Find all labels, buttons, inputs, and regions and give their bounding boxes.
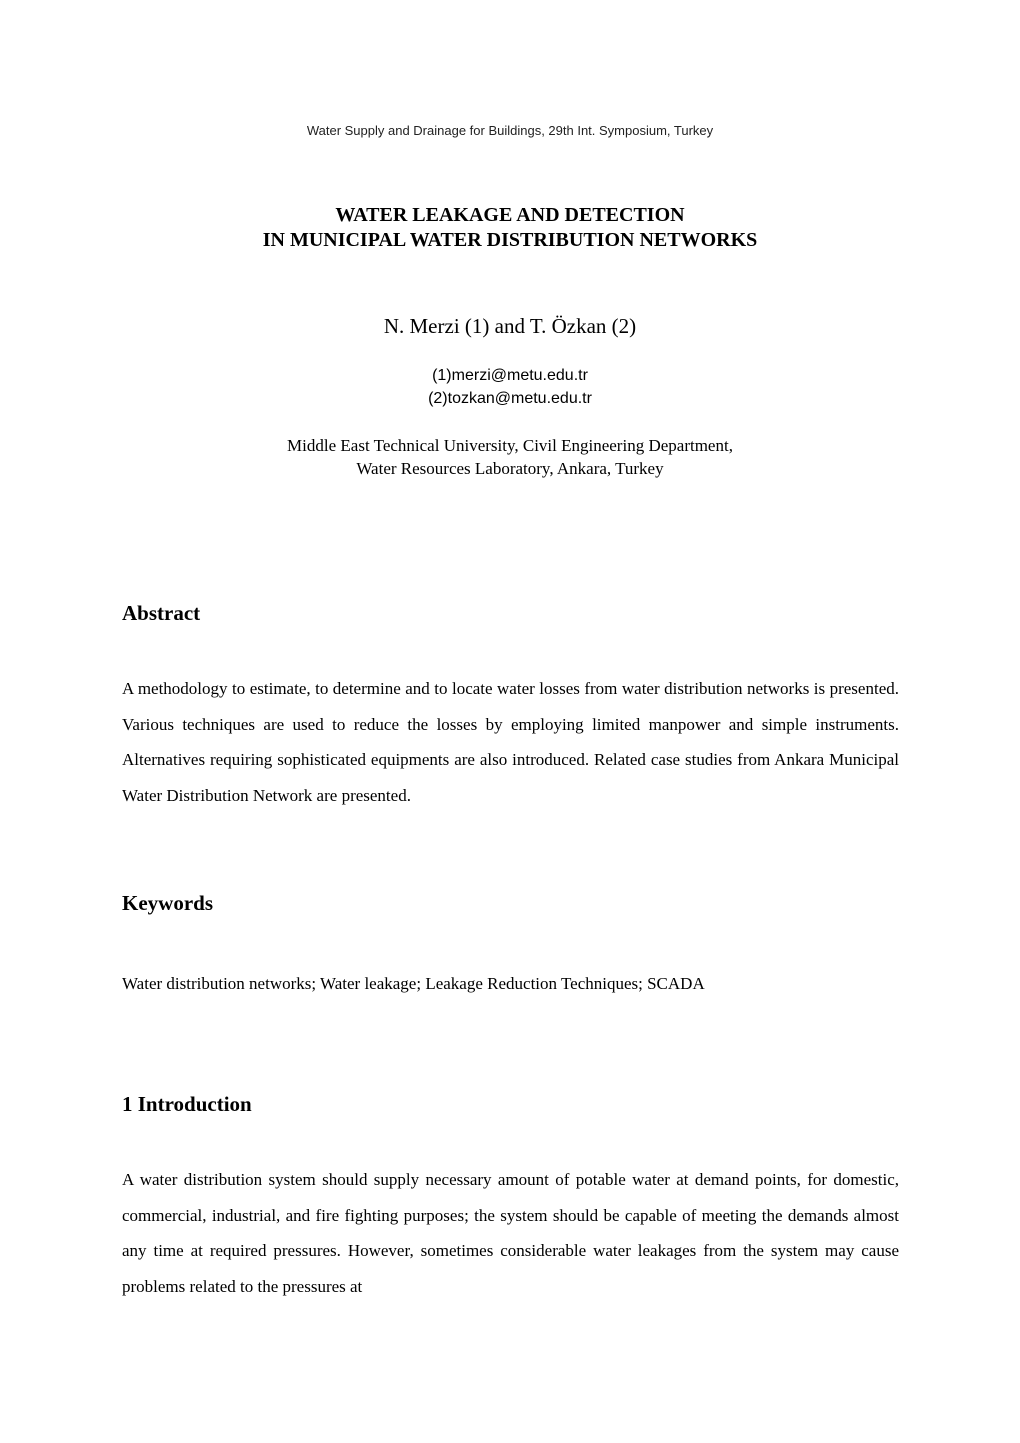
paper-title <box>0 203 1020 253</box>
abstract-text: A methodology to estimate, to determine and to locate water losses from water distribution networks is presented. Various techniques are used to reduce the losses by employing limited manpower and simple instruments. Alternatives requiring sophisticated equipments are also introduced. Related case studies from Ankara Municipal Water Distribution Network are presented. <box>122 679 899 805</box>
keywords-heading: Keywords <box>122 891 213 915</box>
author-email-1[interactable]: (1)merzi@metu.edu.tr <box>432 367 588 384</box>
paper-title-line-1: WATER LEAKAGE AND DETECTION <box>335 204 685 226</box>
affiliation-line-2: Water Resources Laboratory, Ankara, Turkey <box>356 459 664 478</box>
abstract-heading: Abstract <box>122 601 201 625</box>
author-emails <box>0 364 1020 410</box>
introduction-text: A water distribution system should supply necessary amount of potable water at demand points, for domestic, commercial, industrial, and fire fighting purposes; the system should be capable of meeting the demands almost any time at required pressures. However, sometimes considerable water leakages from the system may cause problems related to the pressures at <box>122 1170 899 1296</box>
running-head: Water Supply and Drainage for Buildings, 29th Int. Symposium, Turkey <box>306 123 714 138</box>
introduction-heading: 1 Introduction <box>122 1092 252 1116</box>
affiliation <box>0 434 1020 480</box>
author-names: N. Merzi (1) and T. Özkan (2) <box>383 314 637 338</box>
paper-title-line-2: IN MUNICIPAL WATER DISTRIBUTION NETWORKS <box>262 229 758 251</box>
author-email-2[interactable]: (2)tozkan@metu.edu.tr <box>428 390 592 407</box>
affiliation-line-1: Middle East Technical University, Civil Engineering Department, <box>287 436 733 455</box>
keywords-text: Water distribution networks; Water leakage; Leakage Reduction Techniques; SCADA <box>122 974 705 993</box>
